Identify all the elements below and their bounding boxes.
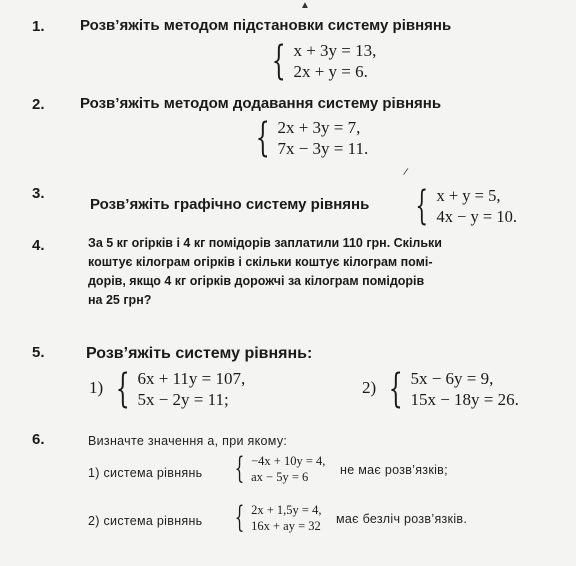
task-6-item-1-system (230, 453, 325, 485)
left-brace-icon: { (388, 366, 403, 412)
task-2-heading: Розв’яжіть методом додавання систему рівнянь (80, 95, 442, 112)
print-mark: ▲ (300, 0, 310, 11)
task-1-number: 1. (32, 18, 45, 35)
task-3-number: 3. (32, 185, 45, 202)
task-4-number: 4. (32, 237, 45, 254)
task-5-part-2-label: 2) (362, 378, 377, 397)
equation: 5x − 2y = 11; (137, 390, 229, 409)
left-brace-icon: { (115, 366, 130, 412)
text-line: коштує кілограм огірків і скільки коштує кілограм помі- (88, 255, 433, 269)
equation: ax − 5y = 6 (251, 470, 309, 484)
task-6-item-2-prefix: 2) система рівнянь (88, 514, 203, 528)
equation: 2x + 1,5y = 4, (251, 503, 322, 517)
task-6-intro: Визначте значення a, при якому: (88, 434, 288, 448)
task-5-heading: Розв’яжіть систему рівнянь: (86, 345, 313, 362)
equation: x + 3y = 13, (293, 41, 377, 60)
task-6-item-1-prefix: 1) система рівнянь (88, 466, 203, 480)
equation: 7x − 3y = 11. (277, 139, 369, 158)
text-line: на 25 грн? (88, 293, 152, 307)
equation: 4x − y = 10. (436, 207, 517, 226)
text-line: дорів, якщо 4 кг огірків дорожчі за кілограм помідорів (88, 274, 425, 288)
equation: 15x − 18y = 26. (410, 390, 519, 409)
task-6-item-2-suffix: має безліч розв’язків. (336, 512, 468, 526)
task-6-number: 6. (32, 431, 45, 448)
left-brace-icon: { (234, 451, 245, 486)
task-2-number: 2. (32, 96, 45, 113)
text-line: За 5 кг огірків і 4 кг помідорів заплатили 110 грн. Скільки (88, 236, 442, 250)
print-mark: / (402, 166, 409, 179)
task-5-number: 5. (32, 344, 45, 361)
task-4-text (88, 234, 508, 310)
equation: −4x + 10y = 4, (251, 454, 326, 468)
left-brace-icon: { (415, 183, 429, 229)
equation: x + y = 5, (436, 186, 501, 205)
task-2-system (250, 117, 368, 159)
task-6-item-2-system (230, 502, 321, 534)
equation: 16x + ay = 32 (251, 519, 321, 533)
task-5-part-1-label: 1) (89, 378, 104, 397)
equation: 5x − 6y = 9, (410, 369, 494, 388)
left-brace-icon: { (234, 500, 245, 535)
task-3-system (409, 185, 517, 227)
task-1-heading: Розв’яжіть методом підстановки систему рівнянь (80, 17, 452, 34)
equation: 2x + y = 6. (293, 62, 368, 81)
task-3-heading: Розв’яжіть графічно систему рівнянь (90, 196, 370, 213)
task-1-system (266, 40, 376, 82)
equation: 6x + 11y = 107, (137, 369, 246, 388)
left-brace-icon: { (255, 115, 270, 161)
task-6-item-1-suffix: не має розв’язків; (340, 463, 448, 477)
left-brace-icon: { (271, 38, 286, 84)
task-5-part-2-system (383, 368, 519, 410)
equation: 2x + 3y = 7, (277, 118, 361, 137)
task-5-part-1-system (110, 368, 245, 410)
